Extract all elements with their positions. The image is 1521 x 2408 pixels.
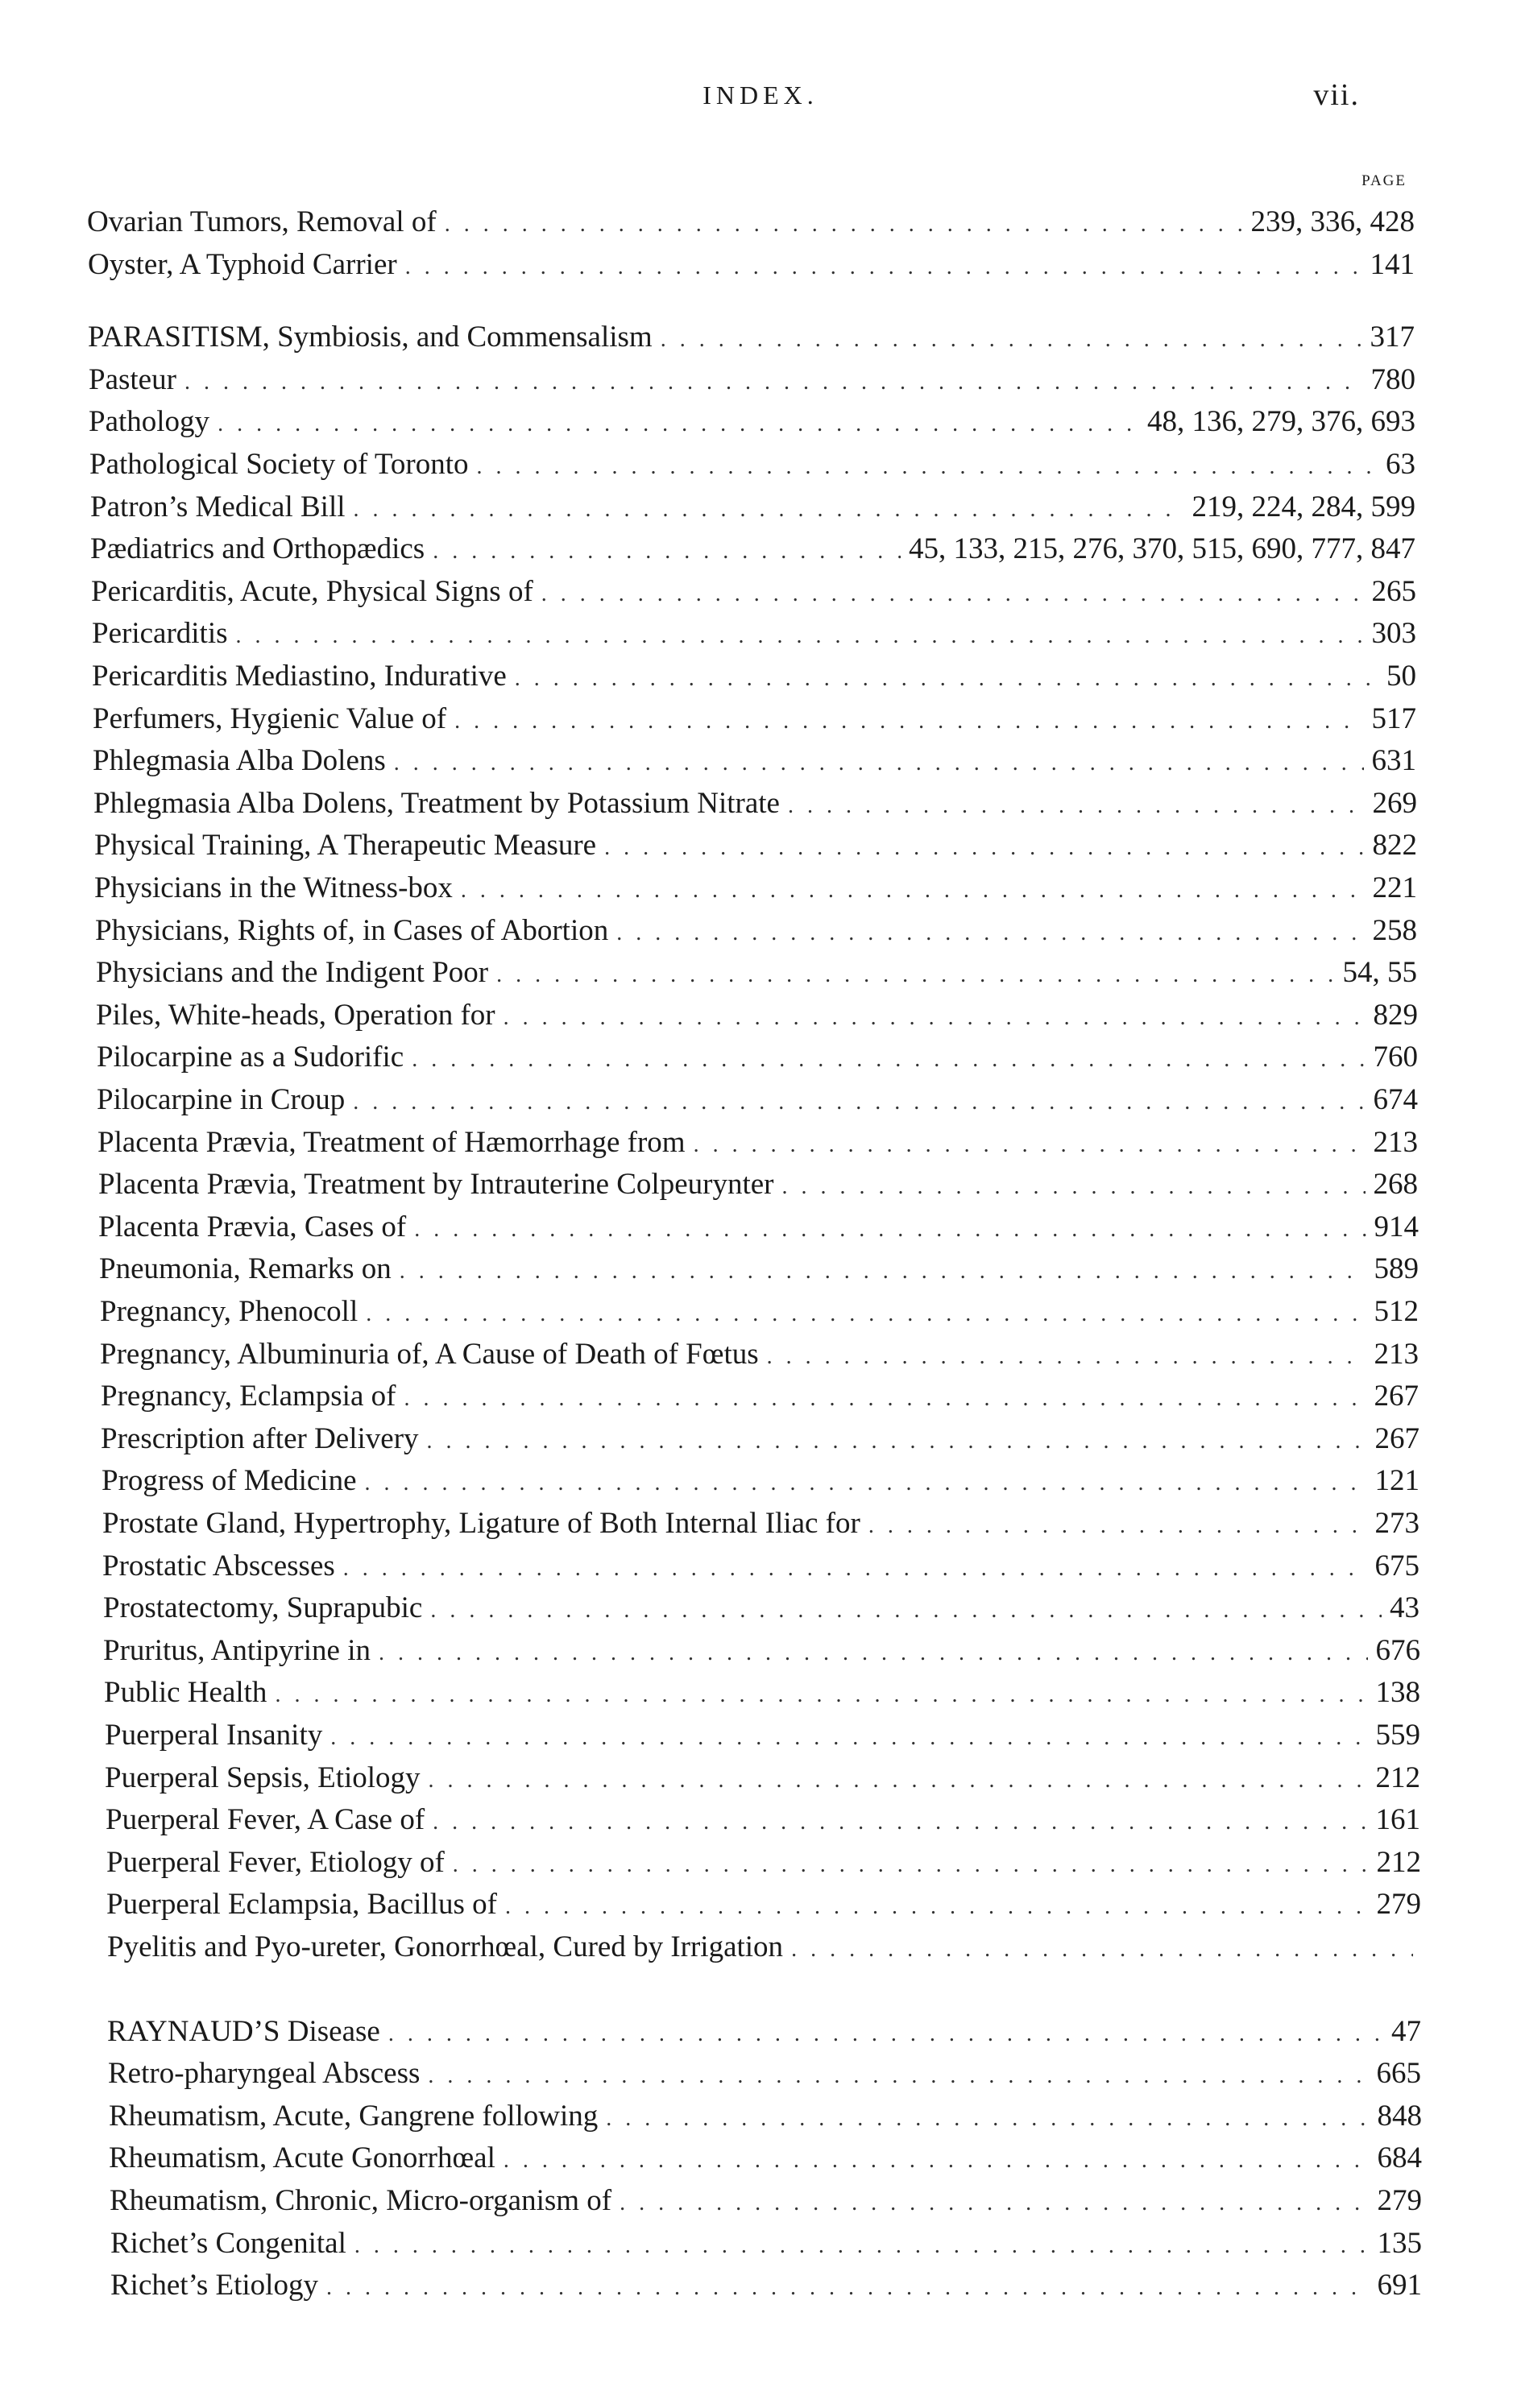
dot-leader: [433, 531, 901, 570]
dot-leader: [365, 1463, 1367, 1502]
dot-leader: [781, 1166, 1365, 1206]
index-entry: [109, 2096, 1422, 2137]
index-entry-pages: 135: [1377, 2227, 1422, 2260]
index-entry: [93, 740, 1416, 782]
dot-leader: [236, 615, 1364, 655]
index-entry-term: Pregnancy, Phenocoll: [100, 1295, 358, 1328]
dot-leader: [405, 246, 1362, 286]
index-entry: [95, 910, 1417, 952]
index-entry-pages: 43: [1390, 1591, 1419, 1624]
index-entry-pages: 848: [1377, 2100, 1422, 2133]
index-entry-pages: 517: [1371, 702, 1416, 735]
index-entry: [99, 1248, 1419, 1290]
dot-leader: [326, 2267, 1370, 2307]
dot-leader: [515, 658, 1378, 697]
index-entry: [102, 1503, 1419, 1545]
index-entry-term: Pericarditis, Acute, Physical Signs of: [91, 575, 533, 608]
dot-leader: [353, 1082, 1365, 1121]
index-entry-term: Pasteur: [89, 363, 176, 396]
index-entry-pages: 780: [1370, 363, 1415, 396]
index-entry: [100, 1334, 1419, 1376]
index-entry-pages: 47: [1391, 2015, 1421, 2048]
dot-leader: [461, 870, 1365, 909]
index-entry-term: Pregnancy, Eclampsia of: [101, 1380, 396, 1413]
index-entry: [97, 1079, 1418, 1121]
dot-leader: [454, 701, 1363, 740]
index-entry-pages: 50: [1386, 660, 1416, 693]
index-entry-term: Retro-pharyngeal Abscess: [108, 2057, 421, 2090]
index-entry-term: Placenta Prævia, Treatment of Hæmorrhage from: [97, 1126, 686, 1159]
page-title: INDEX.: [702, 81, 819, 110]
index-entry-term: Placenta Prævia, Cases of: [98, 1210, 407, 1243]
index-entry-term: Prostatectomy, Suprapubic: [103, 1591, 423, 1624]
index-entry: [106, 1842, 1421, 1884]
dot-leader: [354, 489, 1184, 528]
index-entry-pages: 676: [1375, 1634, 1420, 1667]
index-entry-term: PARASITISM, Symbiosis, and Commensalism: [88, 321, 653, 354]
index-entry-term: Physicians, Rights of, in Cases of Abortion: [95, 914, 609, 947]
dot-leader: [694, 1124, 1366, 1164]
index-entry-pages: 213: [1373, 1126, 1418, 1159]
index-entry-term: Ovarian Tumors, Removal of: [87, 205, 437, 238]
index-entry: [105, 1715, 1420, 1756]
index-entry-pages: 691: [1377, 2269, 1422, 2302]
index-entry-term: Pædiatrics and Orthopædics: [90, 532, 425, 565]
dot-leader: [218, 403, 1139, 443]
index-entry: [102, 1545, 1419, 1587]
index-entry-term: Physicians and the Indigent Poor: [96, 956, 489, 989]
index-entry-term: Public Health: [104, 1676, 267, 1709]
index-entry-term: Prostate Gland, Hypertrophy, Ligature of Both Internal Iliac for: [102, 1507, 860, 1540]
index-entry: [103, 1587, 1419, 1629]
index-entry-term: Phlegmasia Alba Dolens: [93, 744, 386, 777]
index-entry: [110, 2180, 1422, 2222]
dot-leader: [430, 1590, 1382, 1629]
index-entry-term: Puerperal Eclampsia, Bacillus of: [106, 1888, 497, 1921]
index-entry-pages: 760: [1373, 1041, 1418, 1074]
index-entry-term: Puerperal Fever, Etiology of: [106, 1846, 445, 1879]
page-number: vii.: [1313, 78, 1360, 112]
index-entry: [93, 698, 1416, 740]
dot-leader: [394, 743, 1364, 782]
dot-leader: [400, 1251, 1366, 1290]
index-entry-term: Pathological Society of Toronto: [89, 448, 469, 481]
index-entry-pages: 212: [1375, 1761, 1420, 1794]
index-entry: [101, 1376, 1419, 1417]
dot-leader: [366, 1293, 1366, 1333]
index-entry: [110, 2223, 1422, 2265]
index-entry-pages: 269: [1372, 787, 1417, 820]
index-entry-pages: 829: [1373, 999, 1418, 1032]
index-entry: [106, 1799, 1420, 1841]
index-entry-term: Pregnancy, Albuminuria of, A Cause of Death of Fœtus: [100, 1338, 759, 1371]
dot-leader: [428, 2055, 1368, 2095]
index-entry-pages: 675: [1374, 1549, 1419, 1583]
dot-leader: [379, 1632, 1368, 1672]
index-entry: [91, 571, 1416, 613]
index-entry: [89, 359, 1415, 401]
index-entry-term: Puerperal Insanity: [105, 1719, 323, 1752]
dot-leader: [504, 997, 1366, 1036]
dot-leader: [620, 2183, 1369, 2222]
index-entry: [102, 1460, 1419, 1502]
index-entry: [88, 317, 1415, 358]
index-entry-pages: 63: [1386, 448, 1415, 481]
dot-leader: [788, 785, 1365, 825]
index-entry: [107, 1926, 1421, 1968]
index-entry-term: Perfumers, Hygienic Value of: [93, 702, 447, 735]
index-entry-pages: 221: [1372, 871, 1417, 904]
index-entry-term: Prescription after Delivery: [101, 1422, 419, 1455]
index-entry: [106, 1884, 1421, 1926]
index-entry: [89, 444, 1415, 486]
index-entry: [100, 1291, 1419, 1333]
index-entry-term: Patron’s Medical Bill: [90, 490, 346, 523]
index-entry-term: Rheumatism, Acute, Gangrene following: [109, 2100, 599, 2133]
dot-leader: [275, 1674, 1367, 1714]
index-entry-pages: 589: [1374, 1252, 1419, 1285]
index-entry-pages: 54, 55: [1342, 956, 1417, 989]
index-entry-term: Placenta Prævia, Treatment by Intrauterine Colpeurynter: [98, 1168, 774, 1201]
index-entry-term: Pneumonia, Remarks on: [99, 1252, 392, 1285]
index-entry-pages: 559: [1375, 1719, 1420, 1752]
dot-leader: [606, 2098, 1369, 2137]
index-entry: [96, 995, 1418, 1036]
index-entry-term: Rheumatism, Acute Gonorrhœal: [109, 2141, 495, 2174]
dot-leader: [505, 1886, 1369, 1926]
dot-leader: [476, 446, 1378, 486]
index-entry: [94, 825, 1417, 867]
index-entry: [87, 201, 1415, 243]
dot-leader: [343, 1548, 1367, 1587]
index-entry-pages: 279: [1377, 2184, 1422, 2217]
index-entry: [104, 1672, 1420, 1714]
index-entry-pages: 674: [1373, 1083, 1418, 1116]
dot-leader: [330, 1717, 1367, 1756]
index-entry-term: RAYNAUD’S Disease: [107, 2015, 380, 2048]
index-entry-term: Pruritus, Antipyrine in: [103, 1634, 371, 1667]
index-entry: [110, 2265, 1422, 2307]
index-entry-pages: 631: [1371, 744, 1416, 777]
index-entry-pages: 268: [1373, 1168, 1418, 1201]
dot-leader: [767, 1336, 1366, 1376]
dot-leader: [354, 2225, 1370, 2265]
index-entry-term: Pericarditis Mediastino, Indurative: [92, 660, 507, 693]
index-entry: [90, 528, 1415, 570]
index-entry-pages: 512: [1374, 1295, 1419, 1328]
index-entry: [108, 2053, 1421, 2095]
index-entry-pages: 141: [1370, 248, 1415, 281]
index-entry-pages: 239, 336, 428: [1250, 205, 1415, 238]
index-entry-pages: 273: [1374, 1507, 1419, 1540]
index-entry: [93, 783, 1417, 825]
index-entry: [97, 1122, 1418, 1164]
index-entry: [92, 656, 1416, 697]
dot-leader: [412, 1039, 1365, 1078]
dot-leader: [541, 573, 1364, 613]
index-entry-term: Pilocarpine in Croup: [97, 1083, 346, 1116]
index-entry-term: Physicians in the Witness-box: [94, 871, 453, 904]
index-entry-term: Physical Training, A Therapeutic Measure: [94, 829, 597, 862]
index-entry-pages: 303: [1371, 617, 1416, 650]
index-entry-term: Pericarditis: [92, 617, 228, 650]
index-entry-term: Rheumatism, Chronic, Micro-organism of: [110, 2184, 612, 2217]
dot-leader: [414, 1209, 1366, 1248]
index-entry: [96, 952, 1417, 994]
dot-leader: [427, 1421, 1367, 1460]
index-entry-term: Puerperal Sepsis, Etiology: [105, 1761, 421, 1794]
index-entry: [97, 1036, 1418, 1078]
index-entry: [101, 1418, 1419, 1460]
index-entry: [107, 2011, 1421, 2053]
index-entry-pages: 48, 136, 279, 376, 693: [1147, 405, 1415, 438]
index-entry-term: Richet’s Congenital: [110, 2227, 346, 2260]
index-entry-term: Oyster, A Typhoid Carrier: [88, 248, 397, 281]
index-entry: [98, 1164, 1418, 1206]
index-entry-pages: 121: [1374, 1464, 1419, 1497]
index-entry-term: Pyelitis and Pyo-ureter, Gonorrhœal, Cured by Irrigation: [107, 1930, 784, 1963]
dot-leader: [791, 1929, 1413, 1968]
index-entry-pages: 267: [1374, 1380, 1419, 1413]
index-entry-term: Piles, White-heads, Operation for: [96, 999, 495, 1032]
index-entry-pages: 914: [1374, 1210, 1419, 1243]
index-entry: [103, 1630, 1420, 1672]
dot-leader: [404, 1378, 1366, 1417]
index-entry: [89, 401, 1415, 443]
index-entry-pages: 265: [1371, 575, 1416, 608]
running-head: [0, 74, 1521, 122]
index-entry: [109, 2137, 1422, 2179]
dot-leader: [616, 912, 1364, 952]
index-entry-pages: 213: [1374, 1338, 1419, 1371]
dot-leader: [604, 827, 1364, 867]
dot-leader: [184, 362, 1363, 401]
index-entry-pages: 219, 224, 284, 599: [1192, 490, 1415, 523]
index-entry-pages: 317: [1370, 321, 1415, 354]
index-entry: [94, 867, 1417, 909]
dot-leader: [661, 319, 1362, 358]
index-entry-term: Prostatic Abscesses: [102, 1549, 335, 1583]
dot-leader: [429, 1760, 1368, 1799]
index-entry: [88, 244, 1415, 286]
dot-leader: [496, 954, 1334, 994]
index-entry-pages: 684: [1377, 2141, 1422, 2174]
index-entry-pages: 822: [1372, 829, 1417, 862]
dot-leader: [868, 1505, 1367, 1545]
dot-leader: [504, 2140, 1370, 2179]
index-entry-pages: 665: [1376, 2057, 1421, 2090]
index-entry-term: Progress of Medicine: [102, 1464, 357, 1497]
dot-leader: [388, 2013, 1383, 2053]
index-entry-pages: 138: [1375, 1676, 1420, 1709]
dot-leader: [453, 1844, 1369, 1884]
page-column-label: PAGE: [1361, 172, 1407, 189]
index-entry-term: Richet’s Etiology: [110, 2269, 318, 2302]
index-entry-pages: 45, 133, 215, 276, 370, 515, 690, 777, 847: [909, 532, 1415, 565]
index-entry: [105, 1757, 1420, 1799]
index-entry-pages: 279: [1376, 1888, 1421, 1921]
index-entry-pages: 258: [1372, 914, 1417, 947]
index-entry-term: Phlegmasia Alba Dolens, Treatment by Potassium Nitrate: [93, 787, 780, 820]
dot-leader: [445, 204, 1243, 243]
index-entry-term: Pathology: [89, 405, 210, 438]
index-entry-term: Pilocarpine as a Sudorific: [97, 1041, 404, 1074]
index-entry-term: Puerperal Fever, A Case of: [106, 1803, 425, 1836]
index-entry-pages: 161: [1375, 1803, 1420, 1836]
index-entry-pages: 267: [1374, 1422, 1419, 1455]
index-entry-pages: 212: [1376, 1846, 1421, 1879]
dot-leader: [433, 1802, 1367, 1841]
index-entry: [98, 1206, 1419, 1248]
index-entry: [90, 486, 1415, 528]
index-entry: [92, 613, 1416, 655]
